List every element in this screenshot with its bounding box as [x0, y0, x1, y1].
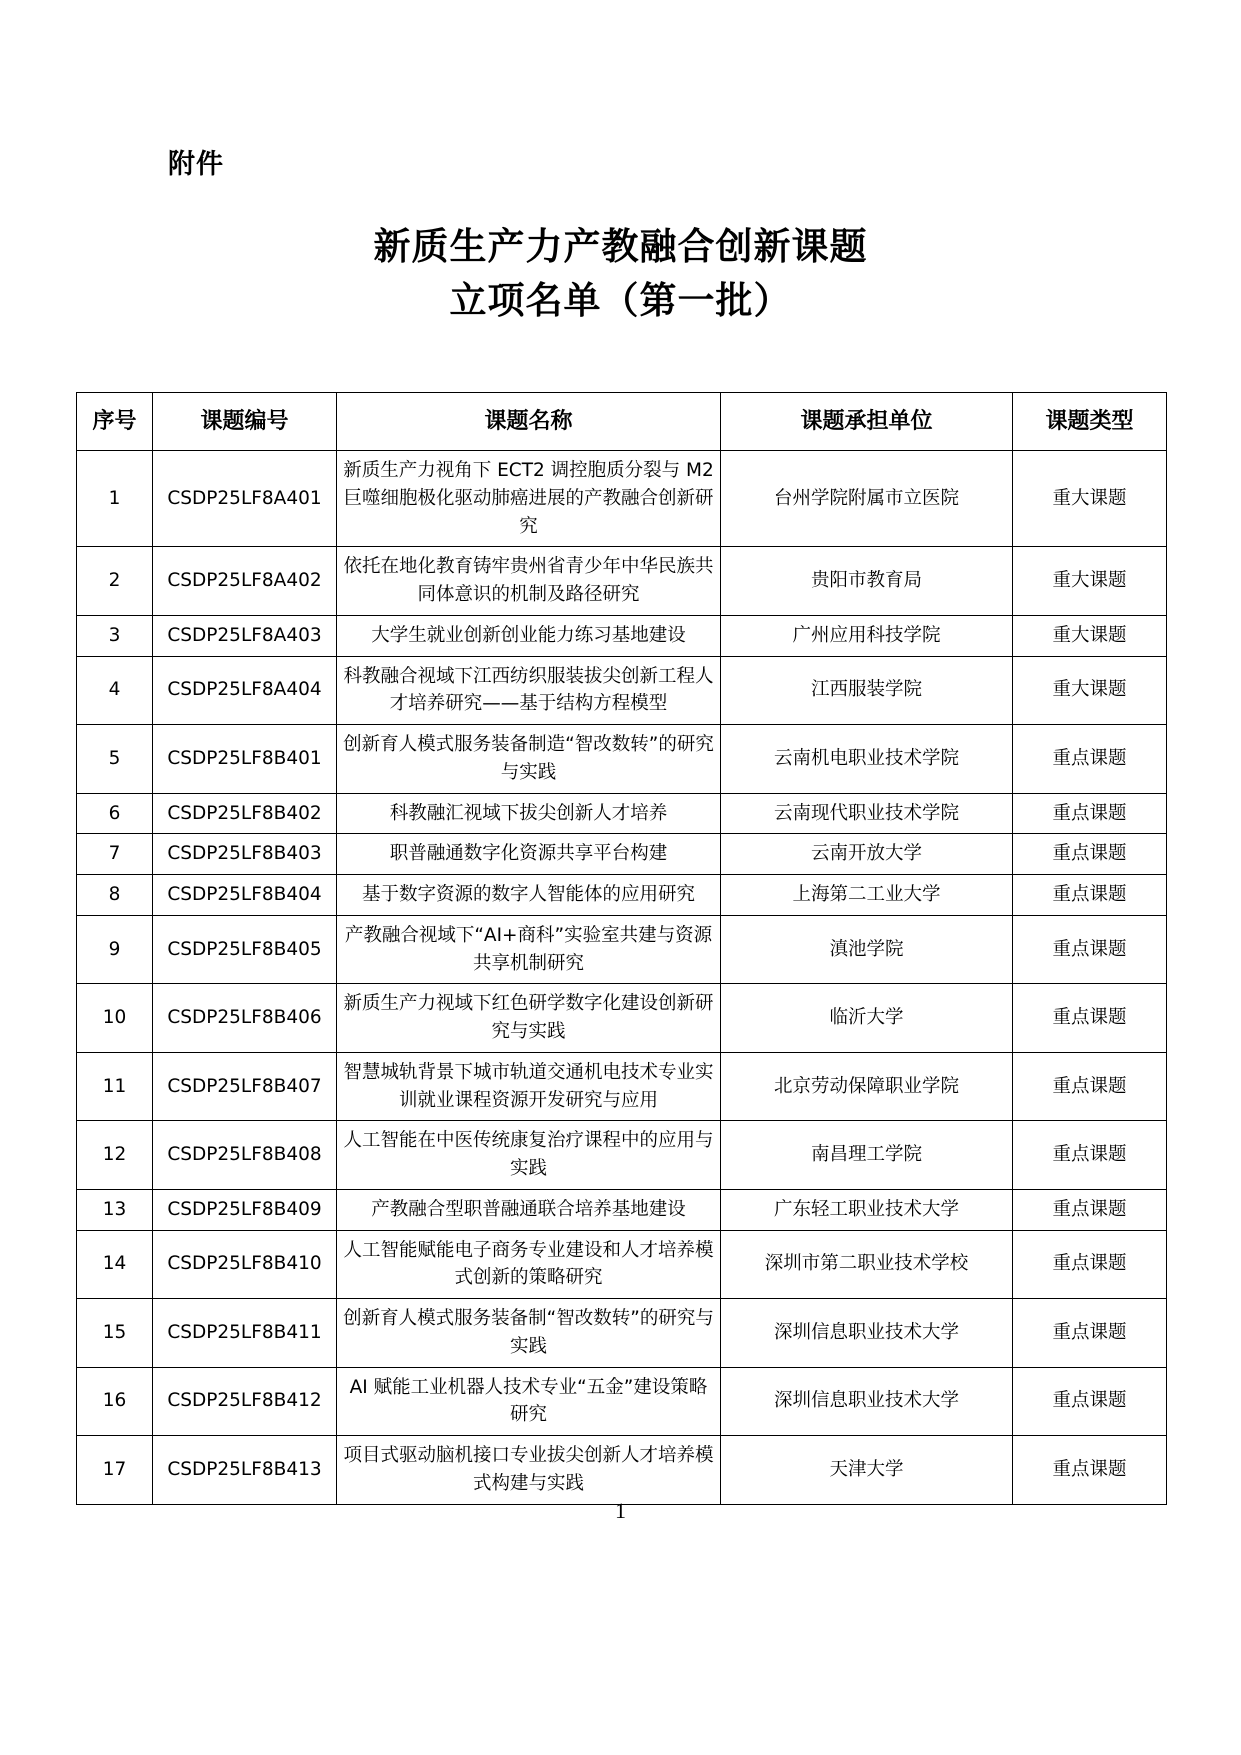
cell-name: AI 赋能工业机器人技术专业“五金”建设策略研究	[337, 1367, 721, 1436]
cell-code: CSDP25LF8A404	[153, 656, 337, 725]
cell-type: 重点课题	[1013, 984, 1167, 1053]
cell-no: 16	[77, 1367, 153, 1436]
cell-unit: 广东轻工职业技术大学	[721, 1189, 1013, 1230]
cell-unit: 临沂大学	[721, 984, 1013, 1053]
cell-type: 重点课题	[1013, 725, 1167, 794]
cell-unit: 滇池学院	[721, 915, 1013, 984]
cell-type: 重点课题	[1013, 915, 1167, 984]
table-row	[77, 834, 1167, 875]
cell-code: CSDP25LF8A402	[153, 547, 337, 616]
cell-unit: 天津大学	[721, 1436, 1013, 1505]
table-row	[77, 547, 1167, 616]
column-header-name: 课题名称	[337, 393, 721, 451]
cell-code: CSDP25LF8B406	[153, 984, 337, 1053]
cell-code: CSDP25LF8B410	[153, 1230, 337, 1299]
cell-name: 科教融合视域下江西纺织服装拔尖创新工程人才培养研究——基于结构方程模型	[337, 656, 721, 725]
cell-type: 重大课题	[1013, 656, 1167, 725]
attachment-label: 附件	[168, 149, 224, 180]
cell-no: 4	[77, 656, 153, 725]
cell-type: 重点课题	[1013, 793, 1167, 834]
cell-no: 7	[77, 834, 153, 875]
cell-type: 重大课题	[1013, 547, 1167, 616]
cell-code: CSDP25LF8B411	[153, 1299, 337, 1368]
cell-name: 项目式驱动脑机接口专业拔尖创新人才培养模式构建与实践	[337, 1436, 721, 1505]
cell-no: 13	[77, 1189, 153, 1230]
cell-no: 11	[77, 1052, 153, 1121]
cell-type: 重点课题	[1013, 1230, 1167, 1299]
cell-type: 重点课题	[1013, 1121, 1167, 1190]
cell-name: 创新育人模式服务装备制“智改数转”的研究与实践	[337, 1299, 721, 1368]
cell-name: 产教融合视域下“AI+商科”实验室共建与资源共享机制研究	[337, 915, 721, 984]
cell-code: CSDP25LF8B412	[153, 1367, 337, 1436]
cell-unit: 深圳市第二职业技术学校	[721, 1230, 1013, 1299]
cell-type: 重点课题	[1013, 1052, 1167, 1121]
cell-type: 重点课题	[1013, 834, 1167, 875]
cell-no: 2	[77, 547, 153, 616]
table-row	[77, 793, 1167, 834]
cell-no: 15	[77, 1299, 153, 1368]
cell-type: 重点课题	[1013, 1189, 1167, 1230]
cell-code: CSDP25LF8B413	[153, 1436, 337, 1505]
cell-code: CSDP25LF8B401	[153, 725, 337, 794]
cell-name: 科教融汇视域下拔尖创新人才培养	[337, 793, 721, 834]
cell-type: 重点课题	[1013, 1436, 1167, 1505]
cell-name: 职普融通数字化资源共享平台构建	[337, 834, 721, 875]
cell-unit: 云南机电职业技术学院	[721, 725, 1013, 794]
cell-name: 大学生就业创新创业能力练习基地建设	[337, 615, 721, 656]
cell-name: 人工智能赋能电子商务专业建设和人才培养模式创新的策略研究	[337, 1230, 721, 1299]
page-number: 1	[615, 1498, 626, 1523]
cell-name: 产教融合型职普融通联合培养基地建设	[337, 1189, 721, 1230]
column-header-type: 课题类型	[1013, 393, 1167, 451]
cell-unit: 台州学院附属市立医院	[721, 451, 1013, 547]
table-row	[77, 1436, 1167, 1505]
table-row	[77, 984, 1167, 1053]
cell-name: 依托在地化教育铸牢贵州省青少年中华民族共同体意识的机制及路径研究	[337, 547, 721, 616]
cell-type: 重大课题	[1013, 615, 1167, 656]
cell-no: 6	[77, 793, 153, 834]
cell-type: 重点课题	[1013, 875, 1167, 916]
cell-no: 10	[77, 984, 153, 1053]
cell-unit: 云南现代职业技术学院	[721, 793, 1013, 834]
cell-code: CSDP25LF8A401	[153, 451, 337, 547]
cell-no: 8	[77, 875, 153, 916]
cell-unit: 贵阳市教育局	[721, 547, 1013, 616]
cell-type: 重点课题	[1013, 1367, 1167, 1436]
cell-code: CSDP25LF8B402	[153, 793, 337, 834]
column-header-no: 序号	[77, 393, 153, 451]
table-row	[77, 1299, 1167, 1368]
page-title	[0, 220, 1241, 327]
project-listing-table	[76, 392, 1167, 1505]
cell-code: CSDP25LF8B407	[153, 1052, 337, 1121]
table-row	[77, 1230, 1167, 1299]
table-row	[77, 1052, 1167, 1121]
cell-unit: 江西服装学院	[721, 656, 1013, 725]
cell-no: 17	[77, 1436, 153, 1505]
cell-name: 创新育人模式服务装备制造“智改数转”的研究与实践	[337, 725, 721, 794]
cell-code: CSDP25LF8B409	[153, 1189, 337, 1230]
column-header-unit: 课题承担单位	[721, 393, 1013, 451]
cell-code: CSDP25LF8B405	[153, 915, 337, 984]
cell-name: 新质生产力视角下 ECT2 调控胞质分裂与 M2 巨噬细胞极化驱动肺癌进展的产教融合创新研究	[337, 451, 721, 547]
cell-no: 3	[77, 615, 153, 656]
cell-no: 1	[77, 451, 153, 547]
cell-no: 12	[77, 1121, 153, 1190]
cell-no: 14	[77, 1230, 153, 1299]
cell-unit: 深圳信息职业技术大学	[721, 1367, 1013, 1436]
cell-no: 9	[77, 915, 153, 984]
table-header-row	[77, 393, 1167, 451]
cell-code: CSDP25LF8B403	[153, 834, 337, 875]
table-row	[77, 725, 1167, 794]
table-row	[77, 915, 1167, 984]
cell-unit: 南昌理工学院	[721, 1121, 1013, 1190]
table-row	[77, 451, 1167, 547]
cell-type: 重大课题	[1013, 451, 1167, 547]
table-row	[77, 615, 1167, 656]
table-row	[77, 1189, 1167, 1230]
cell-name: 基于数字资源的数字人智能体的应用研究	[337, 875, 721, 916]
table-row	[77, 1367, 1167, 1436]
table-row	[77, 875, 1167, 916]
cell-code: CSDP25LF8A403	[153, 615, 337, 656]
cell-unit: 北京劳动保障职业学院	[721, 1052, 1013, 1121]
cell-unit: 云南开放大学	[721, 834, 1013, 875]
table-body	[77, 451, 1167, 1505]
column-header-code: 课题编号	[153, 393, 337, 451]
table-row	[77, 1121, 1167, 1190]
cell-unit: 深圳信息职业技术大学	[721, 1299, 1013, 1368]
cell-name: 智慧城轨背景下城市轨道交通机电技术专业实训就业课程资源开发研究与应用	[337, 1052, 721, 1121]
cell-name: 人工智能在中医传统康复治疗课程中的应用与实践	[337, 1121, 721, 1190]
page-title-line-2: 立项名单（第一批）	[449, 278, 792, 322]
cell-code: CSDP25LF8B408	[153, 1121, 337, 1190]
cell-no: 5	[77, 725, 153, 794]
cell-unit: 广州应用科技学院	[721, 615, 1013, 656]
cell-name: 新质生产力视域下红色研学数字化建设创新研究与实践	[337, 984, 721, 1053]
cell-type: 重点课题	[1013, 1299, 1167, 1368]
table-row	[77, 656, 1167, 725]
cell-code: CSDP25LF8B404	[153, 875, 337, 916]
cell-unit: 上海第二工业大学	[721, 875, 1013, 916]
page-title-line-1: 新质生产力产教融合创新课题	[373, 225, 868, 268]
